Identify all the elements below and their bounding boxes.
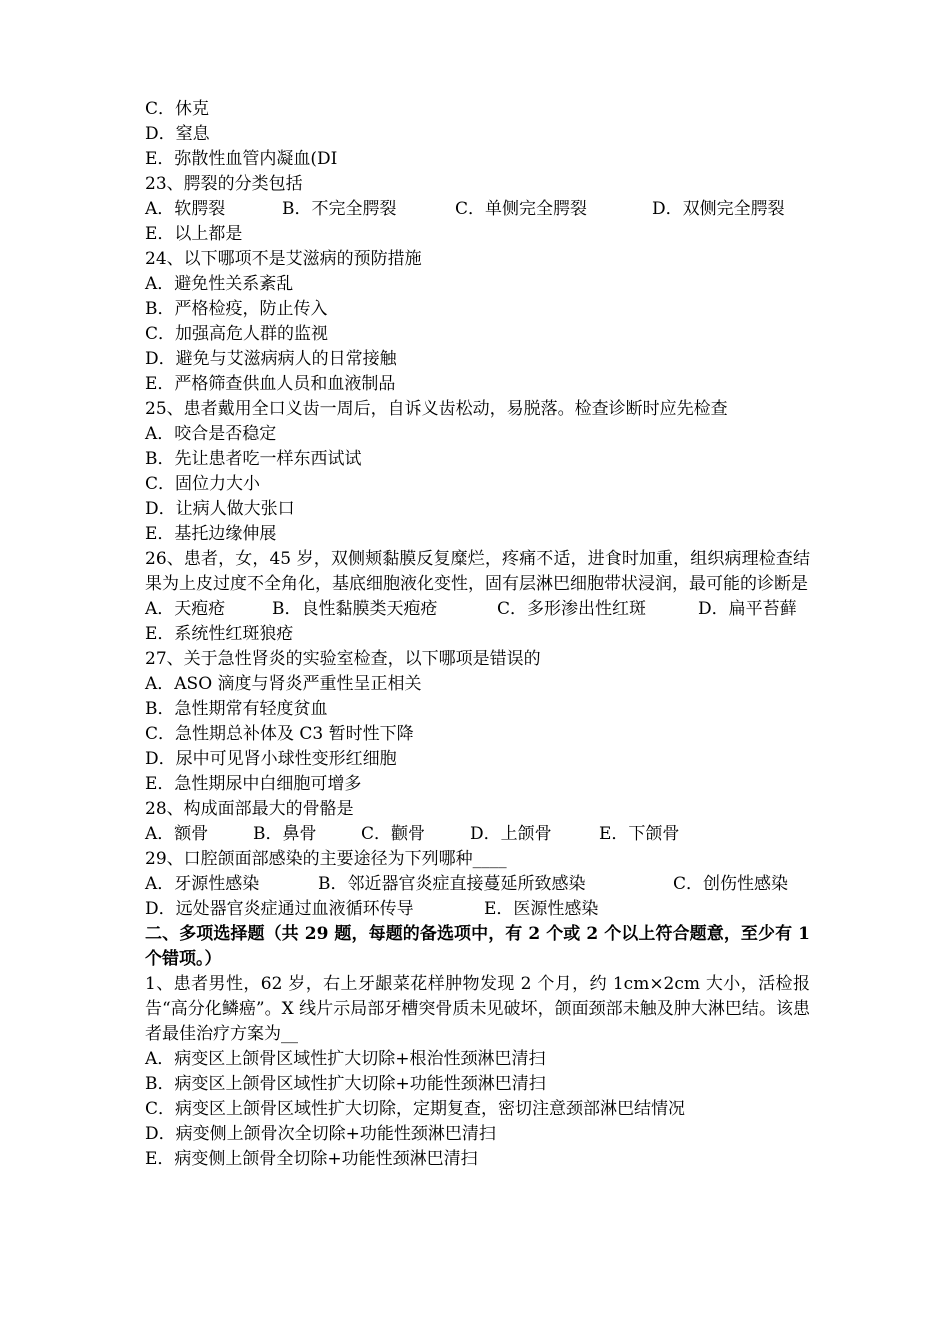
q28-option-e: E．下颌骨	[599, 824, 680, 844]
q25-option-a: A．咬合是否稳定	[145, 424, 277, 444]
q27-option-a: A．ASO 滴度与肾炎严重性呈正相关	[145, 674, 422, 694]
q24-option-a: A．避免性关系紊乱	[145, 274, 294, 294]
question-28: 28、构成面部最大的骨骼是	[145, 799, 354, 819]
option-d-asphyxia: D．窒息	[145, 124, 210, 144]
q29-option-a: A．牙源性感染	[145, 874, 260, 894]
q23-option-d: D．双侧完全腭裂	[652, 199, 785, 219]
q29-option-d: D．远处器官炎症通过血液循环传导	[145, 899, 414, 919]
q24-option-b: B．严格检疫，防止传入	[145, 299, 328, 319]
mc-q1-option-a: A．病变区上颌骨区域性扩大切除+根治性颈淋巴清扫	[145, 1049, 546, 1069]
q29-option-b: B．邻近器官炎症直接蔓延所致感染	[318, 874, 586, 894]
question-26-options	[145, 597, 825, 622]
q27-option-e: E．急性期尿中白细胞可增多	[145, 774, 362, 794]
q23-option-a: A．软腭裂	[145, 199, 226, 219]
q24-option-e: E．严格筛查供血人员和血液制品	[145, 374, 396, 394]
question-29-options-row-1	[145, 872, 825, 897]
question-29-options-row-2	[145, 897, 825, 922]
q23-option-b: B．不完全腭裂	[282, 199, 397, 219]
q26-option-d: D．扁平苔藓	[698, 599, 797, 619]
question-27: 27、关于急性肾炎的实验室检查，以下哪项是错误的	[145, 649, 541, 669]
mc-question-1: 1、患者男性，62 岁，右上牙龈菜花样肿物发现 2 个月，约 1cm×2cm 大小，活检报告“高分化鳞癌”。X 线片示局部牙槽突骨质未见破坏，颌面颈部未触及肿大淋巴结。该患者最佳治疗方案为__	[145, 974, 810, 1044]
mc-q1-option-d: D．病变侧上颌骨次全切除+功能性颈淋巴清扫	[145, 1124, 496, 1144]
q23-option-e: E．以上都是	[145, 224, 243, 244]
section-heading-multiple-choice: 二、多项选择题（共 29 题，每题的备选项中，有 2 个或 2 个以上符合题意，至少有 1 个错项。）	[145, 924, 810, 969]
q25-option-d: D．让病人做大张口	[145, 499, 295, 519]
q28-option-b: B．鼻骨	[253, 824, 317, 844]
question-26: 26、患者，女，45 岁，双侧颊黏膜反复糜烂，疼痛不适，进食时加重，组织病理检查结果为上皮过度不全角化，基底细胞液化变性，固有层淋巴细胞带状浸润，最可能的诊断是	[145, 549, 810, 594]
mc-q1-option-e: E．病变侧上颌骨全切除+功能性颈淋巴清扫	[145, 1149, 478, 1169]
question-23-options	[145, 197, 825, 222]
q25-option-e: E．基托边缘伸展	[145, 524, 277, 544]
q29-option-e: E．医源性感染	[484, 899, 599, 919]
question-23: 23、腭裂的分类包括	[145, 174, 303, 194]
q26-option-a: A．天疱疮	[145, 599, 226, 619]
mc-q1-option-c: C．病变区上颌骨区域性扩大切除，定期复查，密切注意颈部淋巴结情况	[145, 1099, 686, 1119]
question-29: 29、口腔颌面部感染的主要途径为下列哪种____	[145, 849, 507, 869]
q26-option-e: E．系统性红斑狼疮	[145, 624, 294, 644]
q26-option-c: C．多形渗出性红斑	[497, 599, 647, 619]
q24-option-c: C．加强高危人群的监视	[145, 324, 329, 344]
q26-option-b: B．良性黏膜类天疱疮	[272, 599, 438, 619]
q28-option-d: D．上颌骨	[470, 824, 552, 844]
q24-option-d: D．避免与艾滋病病人的日常接触	[145, 349, 397, 369]
q25-option-c: C．固位力大小	[145, 474, 261, 494]
q29-option-c: C．创伤性感染	[673, 874, 789, 894]
question-24: 24、以下哪项不是艾滋病的预防措施	[145, 249, 422, 269]
q25-option-b: B．先让患者吃一样东西试试	[145, 449, 362, 469]
q27-option-b: B．急性期常有轻度贫血	[145, 699, 328, 719]
q27-option-d: D．尿中可见肾小球性变形红细胞	[145, 749, 397, 769]
q27-option-c: C．急性期总补体及 C3 暂时性下降	[145, 724, 414, 744]
question-25: 25、患者戴用全口义齿一周后，自诉义齿松动，易脱落。检查诊断时应先检查	[145, 399, 728, 419]
q23-option-c: C．单侧完全腭裂	[455, 199, 588, 219]
option-e-dic: E．弥散性血管内凝血(DI	[145, 149, 338, 169]
q28-option-a: A．额骨	[145, 824, 209, 844]
q28-option-c: C．颧骨	[361, 824, 426, 844]
mc-q1-option-b: B．病变区上颌骨区域性扩大切除+功能性颈淋巴清扫	[145, 1074, 546, 1094]
question-28-options	[145, 822, 825, 847]
option-c-shock: C．休克	[145, 99, 210, 119]
